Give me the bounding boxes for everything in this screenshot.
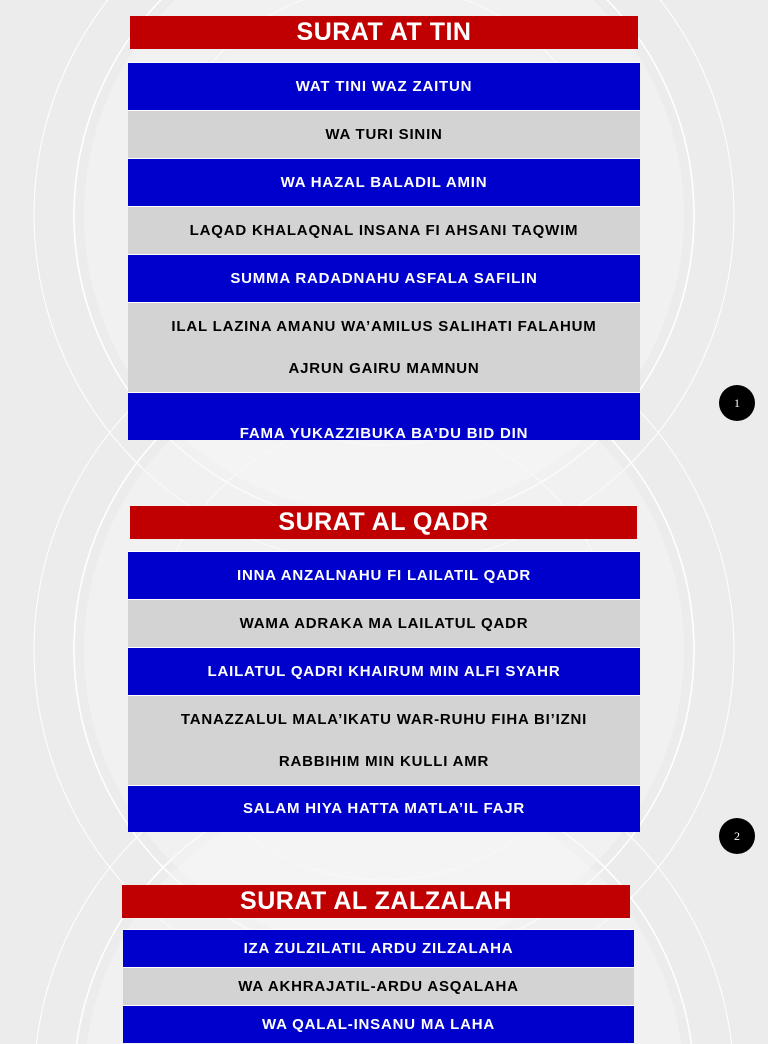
verse-row: WA AKHRAJATIL-ARDU ASQALAHA: [123, 967, 634, 1005]
verse-row: SUMMA RADADNAHU ASFALA SAFILIN: [128, 254, 640, 302]
verse-row: TANAZZALUL MALA’IKATU WAR-RUHU FIHA BI’IZNI RABBIHIM MIN KULLI AMR: [128, 695, 640, 785]
verse-row: WA HAZAL BALADIL AMIN: [128, 158, 640, 206]
section-title: SURAT AT TIN: [130, 16, 638, 49]
verse-row: LAILATUL QADRI KHAIRUM MIN ALFI SYAHR: [128, 647, 640, 695]
page-number-badge: 1: [719, 385, 755, 421]
verse-row: ILAL LAZINA AMANU WA’AMILUS SALIHATI FALAHUM AJRUN GAIRU MAMNUN: [128, 302, 640, 392]
verse-row: WA TURI SININ: [128, 110, 640, 158]
verse-row: WA QALAL-INSANU MA LAHA: [123, 1005, 634, 1043]
verse-row: SALAM HIYA HATTA MATLA’IL FAJR: [128, 785, 640, 832]
verse-row: LAQAD KHALAQNAL INSANA FI AHSANI TAQWIM: [128, 206, 640, 254]
verse-list: [123, 929, 634, 1033]
verse-row: FAMA YUKAZZIBUKA BA’DU BID DIN: [128, 392, 640, 440]
verse-row: WAMA ADRAKA MA LAILATUL QADR: [128, 599, 640, 647]
verse-row: IZA ZULZILATIL ARDU ZILZALAHA: [123, 929, 634, 967]
section-title: SURAT AL QADR: [130, 506, 637, 539]
page-number-badge: 2: [719, 818, 755, 854]
section-title: SURAT AL ZALZALAH: [122, 885, 630, 918]
verse-row: WAT TINI WAZ ZAITUN: [128, 62, 640, 110]
verse-row: INNA ANZALNAHU FI LAILATIL QADR: [128, 551, 640, 599]
